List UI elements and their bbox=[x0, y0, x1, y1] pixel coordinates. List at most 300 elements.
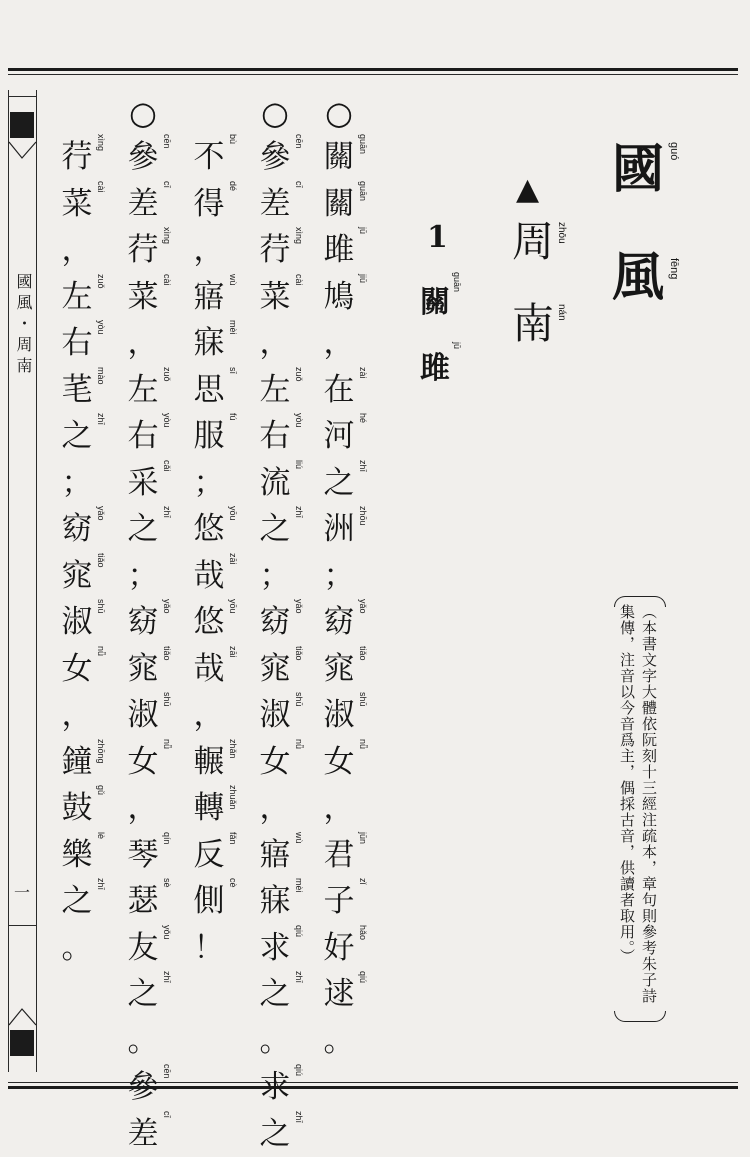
pinyin-annotation: sè bbox=[162, 878, 172, 888]
triangle-marker-icon: ▲ bbox=[516, 172, 539, 207]
poem-character bbox=[258, 134, 306, 181]
pinyin-annotation: yǎo bbox=[358, 599, 368, 614]
top-rule-thin bbox=[8, 74, 738, 75]
poem-char-text: 寐 bbox=[192, 326, 226, 360]
poem-punctuation bbox=[322, 553, 370, 600]
pinyin-annotation: tiǎo bbox=[162, 646, 172, 661]
poem-character bbox=[258, 646, 306, 693]
poem-char-text: 哉 bbox=[192, 559, 226, 593]
poem-character bbox=[322, 227, 370, 274]
pinyin-annotation: zuǒ bbox=[162, 367, 172, 382]
pinyin-annotation: yǒu bbox=[162, 925, 172, 940]
poem-char-text: ， bbox=[322, 791, 356, 825]
poem-character bbox=[126, 227, 174, 274]
pinyin-annotation: yòu bbox=[294, 413, 304, 428]
poem-char-text: ， bbox=[258, 326, 292, 360]
poem-char-text: ， bbox=[126, 326, 160, 360]
poem-char-text: ， bbox=[192, 698, 226, 732]
bottom-rule-thin bbox=[8, 1082, 738, 1083]
poem-character bbox=[322, 599, 370, 646]
pinyin-annotation: lè bbox=[96, 832, 106, 839]
poem-char-text: 淑 bbox=[258, 698, 292, 732]
fishtail-top-icon bbox=[8, 140, 37, 162]
poem-character bbox=[322, 181, 370, 228]
note-text: （本書文字大體依阮刻十三經注疏本，章句則參考朱子詩集傳，注音以今音爲主，偶採古音，供讀者取用。） bbox=[616, 604, 660, 1014]
poem-char-text: 窕 bbox=[126, 652, 160, 686]
poem-char-text: 差 bbox=[126, 187, 160, 221]
poem-char-text: 窈 bbox=[60, 512, 94, 546]
poem-char-text: ， bbox=[192, 233, 226, 267]
pinyin-annotation: zhuǎn bbox=[228, 785, 238, 810]
poem-character bbox=[258, 367, 306, 414]
pinyin-annotation: zhī bbox=[162, 506, 172, 518]
poem-char-text: 流 bbox=[258, 466, 292, 500]
poem-character bbox=[126, 460, 174, 507]
poem-character bbox=[60, 785, 108, 832]
pinyin-annotation: shū bbox=[358, 692, 368, 707]
poem-punctuation bbox=[126, 320, 174, 367]
margin-block-top bbox=[10, 112, 34, 138]
section-char-nan: 南 nán bbox=[512, 300, 567, 348]
poem-character bbox=[258, 599, 306, 646]
poem-char-text: 右 bbox=[126, 419, 160, 453]
poem-char-text: 菜 bbox=[126, 280, 160, 314]
poem-char-text: 參 bbox=[126, 140, 160, 174]
poem-punctuation bbox=[60, 925, 108, 972]
poem-punctuation bbox=[60, 460, 108, 507]
poem-char-text: 樂 bbox=[60, 838, 94, 872]
poem-char-text: ； bbox=[322, 559, 356, 593]
poem-title-char-guan: 關 guān bbox=[420, 286, 462, 320]
poem-char-text: 鼓 bbox=[60, 791, 94, 825]
poem-char-text: ， bbox=[126, 791, 160, 825]
pinyin-annotation: yōu bbox=[228, 599, 238, 614]
pinyin-annotation: xìng bbox=[294, 227, 304, 244]
poem-char-text: 鐘 bbox=[60, 745, 94, 779]
pinyin-annotation: cài bbox=[162, 274, 172, 286]
poem-character bbox=[192, 832, 240, 879]
poem-character bbox=[258, 692, 306, 739]
poem-character bbox=[192, 739, 240, 786]
poem-character bbox=[258, 832, 306, 879]
poem-character bbox=[60, 134, 108, 181]
poem-character bbox=[258, 739, 306, 786]
poem-character bbox=[322, 413, 370, 460]
pinyin-annotation: mào bbox=[96, 367, 106, 385]
poem-character bbox=[192, 413, 240, 460]
poem-character bbox=[258, 227, 306, 274]
pinyin-annotation: yǎo bbox=[162, 599, 172, 614]
pinyin-annotation: dé bbox=[228, 181, 238, 191]
poem-character bbox=[192, 553, 240, 600]
pinyin-annotation: nǚ bbox=[96, 646, 106, 656]
poem-character bbox=[322, 506, 370, 553]
poem-char-text: 淑 bbox=[60, 605, 94, 639]
poem-character bbox=[192, 320, 240, 367]
poem-char-text: 左 bbox=[126, 373, 160, 407]
poem-character bbox=[126, 739, 174, 786]
margin-block-bottom bbox=[10, 1030, 34, 1056]
poem-char-text: 哉 bbox=[192, 652, 226, 686]
poem-char-text: 參 bbox=[258, 140, 292, 174]
section-char-zhou: 周 zhōu bbox=[512, 218, 567, 266]
poem-char-text: ， bbox=[258, 791, 292, 825]
pinyin-annotation: liú bbox=[294, 460, 304, 469]
pinyin-annotation: zhī bbox=[358, 460, 368, 472]
pinyin-annotation: qiú bbox=[294, 925, 304, 937]
poem-char-text: 寤 bbox=[258, 838, 292, 872]
poem-char-text: 窕 bbox=[60, 559, 94, 593]
pinyin-annotation: zāi bbox=[228, 553, 238, 565]
pinyin-annotation: guān bbox=[358, 181, 368, 201]
poem-char-text: 女 bbox=[126, 745, 160, 779]
poem-character bbox=[126, 925, 174, 972]
pinyin-annotation: qiú bbox=[294, 1064, 304, 1076]
poem-char-text: 求 bbox=[258, 931, 292, 965]
poem-char-text: ， bbox=[60, 698, 94, 732]
poem-punctuation bbox=[192, 460, 240, 507]
pinyin-annotation: yòu bbox=[96, 320, 106, 335]
pinyin-annotation: nǚ bbox=[162, 739, 172, 749]
page-number: 一 bbox=[14, 880, 30, 903]
poem-char-text: ； bbox=[192, 466, 226, 500]
poem-character bbox=[192, 274, 240, 321]
stanza-circle-icon: ○ bbox=[322, 96, 356, 130]
poem-punctuation bbox=[258, 320, 306, 367]
poem-punctuation bbox=[126, 553, 174, 600]
pinyin-annotation: fú bbox=[228, 413, 238, 421]
pinyin-annotation: zhī bbox=[96, 878, 106, 890]
top-rule bbox=[8, 68, 738, 71]
poem-character bbox=[60, 367, 108, 414]
poem-character bbox=[60, 506, 108, 553]
poem-character bbox=[192, 785, 240, 832]
poem-char-text: 子 bbox=[322, 884, 356, 918]
pinyin-annotation: xìng bbox=[96, 134, 106, 151]
pinyin-annotation: tiǎo bbox=[294, 646, 304, 661]
poem-char-text: 服 bbox=[192, 419, 226, 453]
poem-character bbox=[192, 506, 240, 553]
poem-char-text: 之 bbox=[258, 1117, 292, 1151]
pinyin-annotation: zhī bbox=[294, 1111, 304, 1123]
poem-character bbox=[60, 413, 108, 460]
poem-char-text: 雎 bbox=[322, 233, 356, 267]
poem-char-text: 在 bbox=[322, 373, 356, 407]
poem-char-text: 悠 bbox=[192, 512, 226, 546]
pinyin-annotation: zhī bbox=[294, 506, 304, 518]
pinyin-annotation: cēn bbox=[294, 134, 304, 149]
poem-character bbox=[60, 553, 108, 600]
poem-character bbox=[258, 274, 306, 321]
pinyin-annotation: cēn bbox=[162, 1064, 172, 1079]
poem-character bbox=[60, 274, 108, 321]
pinyin-annotation: wù bbox=[294, 832, 304, 844]
pinyin-annotation: shū bbox=[294, 692, 304, 707]
poem-character bbox=[322, 971, 370, 1018]
stanza-circle-icon: ○ bbox=[258, 96, 292, 130]
poem-punctuation bbox=[258, 785, 306, 832]
pinyin-annotation: jiū bbox=[358, 274, 368, 283]
pinyin-annotation: wù bbox=[228, 274, 238, 286]
poem-char-text: 轉 bbox=[192, 791, 226, 825]
poem-char-text: 荇 bbox=[126, 233, 160, 267]
pinyin-annotation: shū bbox=[162, 692, 172, 707]
poem-char-text: 荇 bbox=[60, 140, 94, 174]
poem-character bbox=[60, 320, 108, 367]
poem-char-text: 左 bbox=[60, 280, 94, 314]
poem-character bbox=[126, 181, 174, 228]
poem-character bbox=[258, 925, 306, 972]
poem-character bbox=[258, 1111, 306, 1157]
poem-character bbox=[258, 971, 306, 1018]
poem-char-text: 之 bbox=[322, 466, 356, 500]
poem-char-text: ， bbox=[322, 326, 356, 360]
pinyin-annotation: sī bbox=[228, 367, 238, 374]
poem-char-text: 淑 bbox=[322, 698, 356, 732]
poem-character bbox=[126, 274, 174, 321]
pinyin-annotation: tiǎo bbox=[96, 553, 106, 568]
poem-title-char-ju: 雎 jū bbox=[420, 352, 462, 386]
poem-character bbox=[126, 878, 174, 925]
pinyin-annotation: zhī bbox=[162, 971, 172, 983]
poem-char-text: 之 bbox=[258, 977, 292, 1011]
title-char-feng: 風 fēng bbox=[612, 248, 680, 308]
poem-char-text: 。 bbox=[126, 1024, 160, 1058]
poem-punctuation bbox=[60, 692, 108, 739]
stanza-circle-icon: ○ bbox=[126, 96, 160, 130]
poem-char-text: 河 bbox=[322, 419, 356, 453]
pinyin-annotation: cǎi bbox=[162, 460, 172, 472]
fishtail-bottom-icon bbox=[8, 1005, 37, 1027]
poem-char-text: 右 bbox=[258, 419, 292, 453]
pinyin-annotation: hǎo bbox=[358, 925, 368, 940]
poem-punctuation bbox=[322, 785, 370, 832]
poem-character bbox=[192, 134, 240, 181]
poem-character bbox=[192, 878, 240, 925]
poem-char-text: 得 bbox=[192, 187, 226, 221]
poem-character bbox=[322, 134, 370, 181]
pinyin-annotation: cài bbox=[294, 274, 304, 286]
poem-char-text: 之 bbox=[258, 512, 292, 546]
poem-character bbox=[126, 599, 174, 646]
poem-character bbox=[258, 460, 306, 507]
pinyin-annotation: yǎo bbox=[294, 599, 304, 614]
pinyin-annotation: fǎn bbox=[228, 832, 238, 845]
pinyin-annotation: mèi bbox=[294, 878, 304, 893]
poem-char-text: 寤 bbox=[192, 280, 226, 314]
pinyin-annotation: guān bbox=[358, 134, 368, 154]
poem-character bbox=[322, 925, 370, 972]
poem-character bbox=[258, 413, 306, 460]
poem-char-text: 窕 bbox=[258, 652, 292, 686]
pinyin-annotation: yòu bbox=[162, 413, 172, 428]
poem-number: 1 bbox=[427, 220, 448, 255]
poem-character bbox=[322, 460, 370, 507]
poem-punctuation bbox=[192, 925, 240, 972]
poem-char-text: 關 bbox=[322, 140, 356, 174]
poem-punctuation bbox=[126, 1018, 174, 1065]
poem-char-text: 差 bbox=[258, 187, 292, 221]
poem-char-text: 女 bbox=[322, 745, 356, 779]
poem-character bbox=[192, 646, 240, 693]
poem-character bbox=[60, 832, 108, 879]
poem-character bbox=[126, 832, 174, 879]
pinyin-annotation: zuǒ bbox=[294, 367, 304, 382]
poem-char-text: 逑 bbox=[322, 977, 356, 1011]
poem-character bbox=[258, 1064, 306, 1111]
poem-punctuation bbox=[126, 785, 174, 832]
poem-character bbox=[126, 692, 174, 739]
poem-char-text: 差 bbox=[126, 1117, 160, 1151]
poem-character bbox=[192, 181, 240, 228]
poem-char-text: 君 bbox=[322, 838, 356, 872]
pinyin-annotation: zhǎn bbox=[228, 739, 238, 759]
pinyin-annotation: jū bbox=[358, 227, 368, 234]
poem-char-text: 窈 bbox=[322, 605, 356, 639]
pinyin-annotation: cī bbox=[294, 181, 304, 188]
pinyin-annotation: gǔ bbox=[96, 785, 106, 795]
pinyin-annotation: zuǒ bbox=[96, 274, 106, 289]
poem-char-text: 寐 bbox=[258, 884, 292, 918]
title-char-guo: 國 guó bbox=[612, 140, 680, 200]
pinyin-annotation: jūn bbox=[358, 832, 368, 844]
poem-punctuation bbox=[60, 227, 108, 274]
poem-character bbox=[60, 181, 108, 228]
poem-character bbox=[126, 971, 174, 1018]
poem-char-text: 參 bbox=[126, 1070, 160, 1104]
poem-char-text: ！ bbox=[192, 931, 226, 965]
poem-char-text: 窕 bbox=[322, 652, 356, 686]
note-paren-bottom bbox=[614, 1011, 666, 1022]
poem-character bbox=[60, 599, 108, 646]
poem-char-text: 窈 bbox=[126, 605, 160, 639]
poem-char-text: 鳩 bbox=[322, 280, 356, 314]
poem-character bbox=[126, 646, 174, 693]
poem-character bbox=[126, 1111, 174, 1157]
pinyin-annotation: yǎo bbox=[96, 506, 106, 521]
poem-char-text: 右 bbox=[60, 326, 94, 360]
poem-char-text: ； bbox=[126, 559, 160, 593]
poem-char-text: 之 bbox=[60, 419, 94, 453]
poem-char-text: 瑟 bbox=[126, 884, 160, 918]
poem-char-text: 菜 bbox=[60, 187, 94, 221]
poem-char-text: 好 bbox=[322, 931, 356, 965]
poem-char-text: 窈 bbox=[258, 605, 292, 639]
poem-character bbox=[322, 878, 370, 925]
poem-char-text: 。 bbox=[322, 1024, 356, 1058]
poem-character bbox=[126, 134, 174, 181]
pinyin-annotation: zǐ bbox=[358, 878, 368, 885]
poem-character bbox=[322, 739, 370, 786]
pinyin-annotation: zài bbox=[358, 367, 368, 379]
bottom-rule bbox=[8, 1086, 738, 1089]
poem-char-text: 之 bbox=[126, 977, 160, 1011]
poem-punctuation bbox=[192, 227, 240, 274]
pinyin-annotation: zhōng bbox=[96, 739, 106, 764]
poem-punctuation bbox=[258, 1018, 306, 1065]
pinyin-annotation: mèi bbox=[228, 320, 238, 335]
poem-char-text: 輾 bbox=[192, 745, 226, 779]
pinyin-annotation: nǚ bbox=[294, 739, 304, 749]
poem-character bbox=[192, 367, 240, 414]
pinyin-annotation: zhī bbox=[294, 971, 304, 983]
poem-character bbox=[126, 506, 174, 553]
pinyin-annotation: zāi bbox=[228, 646, 238, 658]
poem-char-text: 關 bbox=[322, 187, 356, 221]
pinyin-annotation: shū bbox=[96, 599, 106, 614]
poem-character bbox=[126, 367, 174, 414]
poem-char-text: ； bbox=[258, 559, 292, 593]
editorial-note bbox=[606, 596, 672, 1022]
pinyin-annotation: zhōu bbox=[358, 506, 368, 526]
pinyin-annotation: zhī bbox=[96, 413, 106, 425]
poem-char-text: 淑 bbox=[126, 698, 160, 732]
pinyin-annotation: cēn bbox=[162, 134, 172, 149]
poem-character bbox=[126, 1064, 174, 1111]
pinyin-annotation: cè bbox=[228, 878, 238, 888]
poem-punctuation bbox=[322, 320, 370, 367]
poem-character bbox=[258, 878, 306, 925]
poem-punctuation bbox=[322, 1018, 370, 1065]
poem-character bbox=[60, 646, 108, 693]
poem-char-text: ； bbox=[60, 466, 94, 500]
pinyin-annotation: cī bbox=[162, 181, 172, 188]
poem-char-text: 之 bbox=[126, 512, 160, 546]
pinyin-annotation: hé bbox=[358, 413, 368, 423]
poem-char-text: 女 bbox=[258, 745, 292, 779]
poem-char-text: 不 bbox=[192, 140, 226, 174]
poem-character bbox=[322, 646, 370, 693]
pinyin-annotation: qiú bbox=[358, 971, 368, 983]
poem-char-text: 荇 bbox=[258, 233, 292, 267]
poem-char-text: 思 bbox=[192, 373, 226, 407]
pinyin-annotation: qín bbox=[162, 832, 172, 845]
poem-character bbox=[258, 181, 306, 228]
poem-character bbox=[60, 878, 108, 925]
pinyin-annotation: tiǎo bbox=[358, 646, 368, 661]
pinyin-annotation: yōu bbox=[228, 506, 238, 521]
poem-character bbox=[322, 692, 370, 739]
running-head: 國風・周南 bbox=[9, 273, 35, 378]
poem-char-text: 洲 bbox=[322, 512, 356, 546]
poem-char-text: 。 bbox=[258, 1024, 292, 1058]
poem-char-text: 采 bbox=[126, 466, 160, 500]
poem-char-text: 之 bbox=[60, 884, 94, 918]
poem-character bbox=[322, 274, 370, 321]
pinyin-annotation: xìng bbox=[162, 227, 172, 244]
poem-char-text: 女 bbox=[60, 652, 94, 686]
poem-character bbox=[322, 367, 370, 414]
poem-char-text: 側 bbox=[192, 884, 226, 918]
poem-character bbox=[126, 413, 174, 460]
poem-char-text: 悠 bbox=[192, 605, 226, 639]
poem-char-text: 反 bbox=[192, 838, 226, 872]
pinyin-annotation: nǚ bbox=[358, 739, 368, 749]
poem-punctuation bbox=[258, 553, 306, 600]
pinyin-annotation: bù bbox=[228, 134, 238, 144]
poem-char-text: 琴 bbox=[126, 838, 160, 872]
poem-character bbox=[60, 739, 108, 786]
poem-character bbox=[322, 832, 370, 879]
poem-char-text: 左 bbox=[258, 373, 292, 407]
poem-character bbox=[192, 599, 240, 646]
pinyin-annotation: cī bbox=[162, 1111, 172, 1118]
poem-char-text: 。 bbox=[60, 931, 94, 965]
poem-punctuation bbox=[192, 692, 240, 739]
poem-char-text: ， bbox=[60, 233, 94, 267]
poem-char-text: 菜 bbox=[258, 280, 292, 314]
poem-character bbox=[258, 506, 306, 553]
